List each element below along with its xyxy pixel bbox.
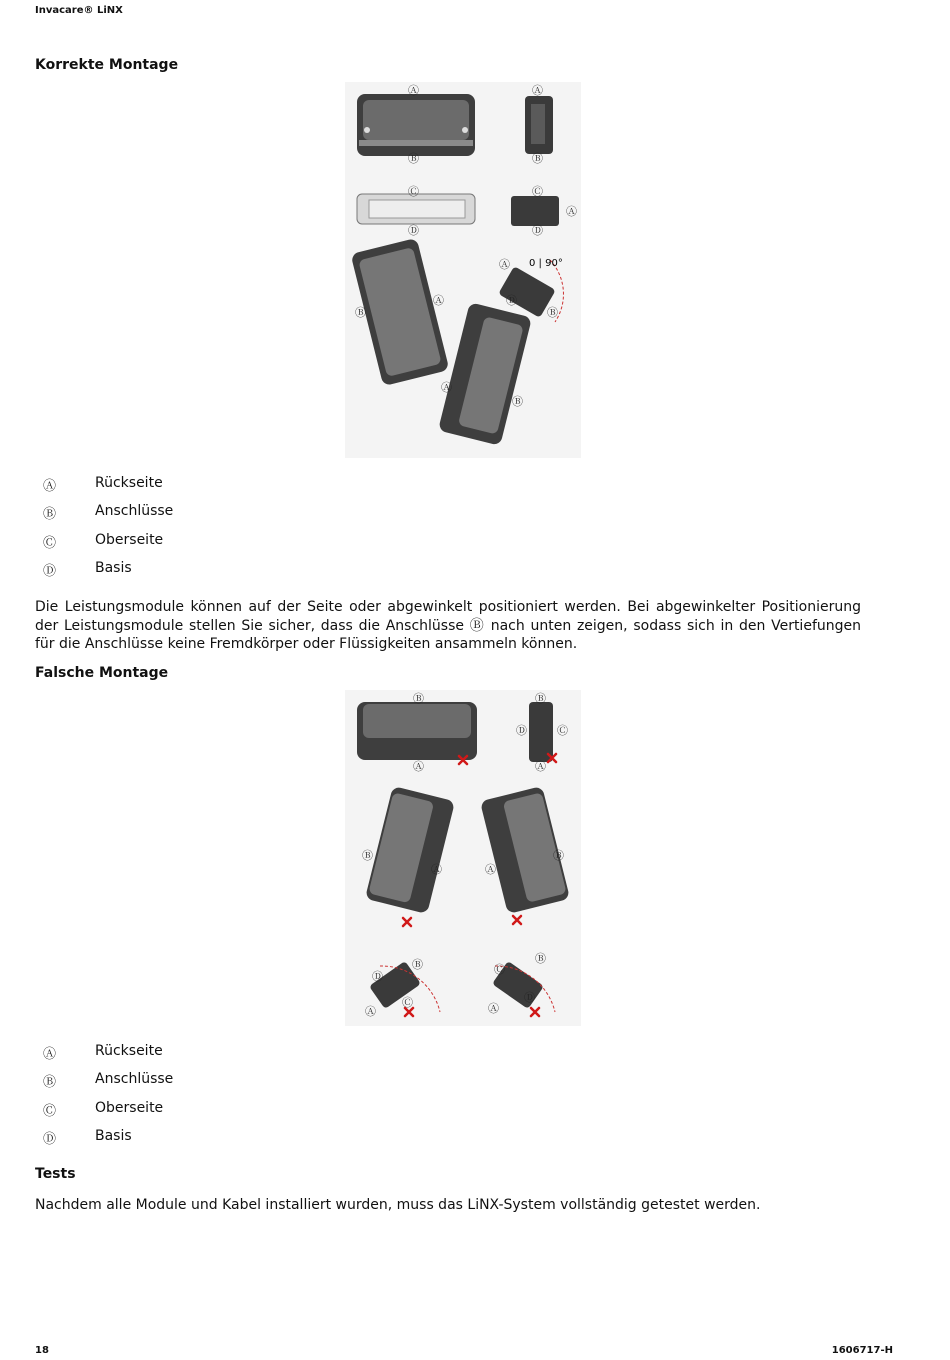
callout-a: Ⓐ <box>499 258 510 271</box>
callout-a: Ⓐ <box>408 84 419 97</box>
callout-d: Ⓓ <box>506 294 517 307</box>
document-id: 1606717-H <box>831 1345 893 1356</box>
callout-a: Ⓐ <box>433 294 444 307</box>
paragraph-mounting: Die Leistungsmodule können auf der Seite oder abgewinkelt positioniert werden. Bei abgewinkelter Positionierung der Leistungsmodule stellen Sie sicher, dass die Anschlüsse Ⓑ nach unten zeigen, sodass sich in den Vertiefungen für die Anschlüsse keine Fremdkörper oder Flüssigkeiten ansammeln können. <box>35 599 861 652</box>
callout-b: Ⓑ <box>532 152 543 165</box>
callout-d: Ⓓ <box>532 224 543 237</box>
callout-a: Ⓐ <box>365 1005 376 1018</box>
callout-b: Ⓑ <box>413 692 424 705</box>
callout-d: Ⓓ <box>524 991 535 1004</box>
callout-d: Ⓓ <box>372 970 383 983</box>
callout-c: Ⓒ <box>494 963 505 976</box>
callout-a: Ⓐ <box>485 863 496 876</box>
callout-b: Ⓑ <box>553 849 564 862</box>
figure-incorrect-mounting <box>345 690 581 1026</box>
callout-b: Ⓑ <box>408 152 419 165</box>
legend-item: Ⓓ Basis <box>43 1127 132 1147</box>
callout-b: Ⓑ <box>412 958 423 971</box>
callout-a: Ⓐ <box>488 1002 499 1015</box>
paragraph-tests: Nachdem alle Module und Kabel installiert wurden, muss das LiNX-System vollständig getestet werden. <box>35 1197 761 1213</box>
callout-b: Ⓑ <box>362 849 373 862</box>
figure-correct-mounting <box>345 82 581 458</box>
legend-item: Ⓒ Oberseite <box>43 1099 164 1119</box>
callout-b: Ⓑ <box>547 306 558 319</box>
legend-item: Ⓑ Anschlüsse <box>43 503 174 523</box>
callout-c: Ⓒ <box>402 996 413 1009</box>
legend-incorrect <box>35 1043 335 1156</box>
heading-tests: Tests <box>35 1166 76 1182</box>
callout-c: Ⓒ <box>408 185 419 198</box>
heading-korrekte-montage: Korrekte Montage <box>35 57 179 73</box>
callout-a: Ⓐ <box>535 760 546 773</box>
callout-a: Ⓐ <box>566 205 577 218</box>
page-number: 18 <box>35 1345 49 1356</box>
legend-correct <box>35 475 335 588</box>
callout-a: Ⓐ <box>431 863 442 876</box>
callout-a: Ⓐ <box>441 381 452 394</box>
callout-b: Ⓑ <box>535 692 546 705</box>
running-header: Invacare® LiNX <box>35 5 123 16</box>
callout-b: Ⓑ <box>355 306 366 319</box>
callout-b: Ⓑ <box>512 395 523 408</box>
legend-item: Ⓓ Basis <box>43 559 132 579</box>
callout-d: Ⓓ <box>516 724 527 737</box>
callout-d: Ⓓ <box>408 224 419 237</box>
callout-a: Ⓐ <box>413 760 424 773</box>
callout-c: Ⓒ <box>557 724 568 737</box>
callout-a: Ⓐ <box>532 84 543 97</box>
heading-falsche-montage: Falsche Montage <box>35 665 169 681</box>
legend-item: Ⓐ Rückseite <box>43 475 163 494</box>
callout-b: Ⓑ <box>535 952 546 965</box>
legend-item: Ⓒ Oberseite <box>43 531 164 551</box>
angle-label: 0 | 90° <box>529 258 563 269</box>
callout-c: Ⓒ <box>532 185 543 198</box>
legend-item: Ⓑ Anschlüsse <box>43 1071 174 1091</box>
legend-item: Ⓐ Rückseite <box>43 1043 163 1062</box>
